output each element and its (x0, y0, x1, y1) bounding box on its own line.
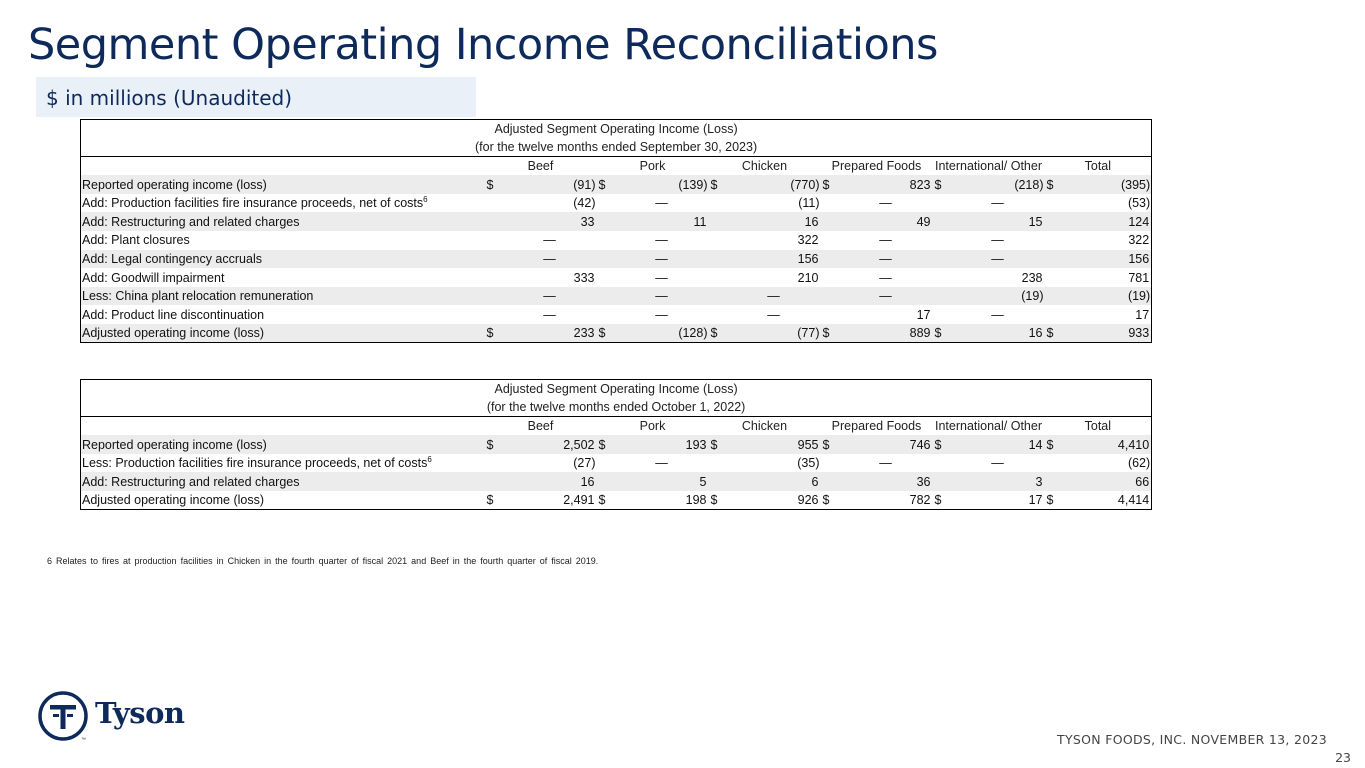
value-cell: — (879, 233, 892, 248)
currency-symbol: $ (709, 491, 725, 510)
column-header: Chicken (741, 418, 788, 433)
value-cell: 2,502 (501, 435, 597, 454)
row-label: Less: China plant relocation remuneration (81, 287, 485, 306)
value-cell: (11) (798, 196, 820, 211)
currency-symbol (821, 268, 837, 287)
currency-symbol (1045, 250, 1061, 269)
currency-symbol (821, 305, 837, 324)
currency-symbol: $ (1045, 324, 1061, 343)
currency-symbol (485, 231, 501, 250)
footnote-marker: 6 (427, 455, 432, 465)
currency-symbol (1045, 212, 1061, 231)
value-cell: 198 (613, 491, 709, 510)
value-cell: — (613, 250, 709, 269)
currency-symbol (709, 454, 725, 473)
value-cell: — (655, 270, 668, 285)
currency-symbol (597, 472, 613, 491)
value-cell: 36 (837, 472, 933, 491)
currency-symbol: $ (597, 324, 613, 343)
reconciliation-table-fy2022 (80, 379, 1152, 510)
value-cell: 66 (1061, 472, 1152, 491)
value-cell: 17 (1061, 305, 1152, 324)
value-cell: — (655, 233, 668, 248)
currency-symbol: $ (1045, 435, 1061, 454)
currency-symbol (485, 268, 501, 287)
table-row (81, 305, 1152, 324)
value-cell: (218) (949, 175, 1045, 194)
currency-symbol (709, 250, 725, 269)
page-title: Segment Operating Income Reconciliations (28, 20, 938, 70)
tyson-logo (37, 690, 187, 742)
row-label: Add: Restructuring and related charges (81, 212, 485, 231)
value-cell: (128) (613, 324, 709, 343)
currency-symbol (485, 250, 501, 269)
column-header: Beef (527, 418, 554, 433)
value-cell: 238 (1021, 270, 1043, 285)
value-cell: (27) (573, 456, 596, 471)
subtitle-box (36, 77, 476, 117)
currency-symbol: $ (933, 491, 949, 510)
currency-symbol: $ (709, 324, 725, 343)
tyson-seal-icon (37, 690, 89, 742)
currency-symbol (597, 268, 613, 287)
value-cell: 156 (725, 250, 821, 269)
currency-symbol: $ (1045, 491, 1061, 510)
value-cell: (42) (573, 196, 596, 211)
value-cell: (77) (725, 324, 821, 343)
column-header: Pork (639, 158, 666, 173)
currency-symbol (1045, 287, 1061, 306)
currency-symbol (933, 212, 949, 231)
value-cell: 233 (501, 324, 597, 343)
currency-symbol (709, 231, 725, 250)
column-header: International/ Other (934, 418, 1042, 433)
table-period: (for the twelve months ended September 30, 2023) (81, 138, 1152, 157)
currency-symbol: $ (821, 491, 837, 510)
value-cell: 15 (949, 212, 1045, 231)
value-cell: — (991, 456, 1004, 471)
column-header: Beef (527, 158, 554, 173)
table-title: Adjusted Segment Operating Income (Loss) (81, 380, 1152, 399)
currency-symbol (597, 231, 613, 250)
value-cell: — (655, 307, 668, 322)
value-cell: 11 (613, 212, 709, 231)
row-label: Add: Plant closures (81, 231, 485, 250)
value-cell: 17 (916, 307, 931, 322)
table-row (81, 175, 1152, 194)
column-header: Total (1045, 157, 1152, 176)
currency-symbol: $ (485, 435, 501, 454)
currency-symbol (485, 305, 501, 324)
currency-symbol (821, 212, 837, 231)
value-cell: 16 (725, 212, 821, 231)
table-row (81, 435, 1152, 454)
currency-symbol (821, 231, 837, 250)
currency-symbol: $ (709, 175, 725, 194)
table-row (81, 268, 1152, 287)
value-cell: (53) (1061, 194, 1152, 213)
value-cell: — (879, 196, 892, 211)
currency-symbol (709, 472, 725, 491)
currency-symbol (709, 212, 725, 231)
currency-symbol (933, 472, 949, 491)
value-cell: 5 (613, 472, 709, 491)
value-cell: — (991, 307, 1004, 322)
currency-symbol (821, 287, 837, 306)
value-cell: 17 (949, 491, 1045, 510)
value-cell: — (879, 270, 892, 285)
value-cell: — (655, 196, 668, 211)
table-row (81, 472, 1152, 491)
currency-symbol: $ (597, 175, 613, 194)
table-row (81, 212, 1152, 231)
value-cell: — (767, 307, 780, 322)
currency-symbol (1045, 454, 1061, 473)
currency-symbol: $ (709, 435, 725, 454)
reconciliation-table-fy2023 (80, 119, 1152, 343)
value-cell: 33 (501, 212, 597, 231)
currency-symbol: $ (933, 324, 949, 343)
subtitle: $ in millions (Unaudited) (46, 86, 293, 110)
table-row (81, 324, 1152, 343)
currency-symbol: $ (821, 324, 837, 343)
footnote-marker: 6 (423, 195, 428, 205)
value-cell: (395) (1061, 175, 1152, 194)
table-row (81, 194, 1152, 213)
currency-symbol: $ (933, 435, 949, 454)
currency-symbol (821, 472, 837, 491)
value-cell: — (543, 307, 556, 322)
value-cell: — (879, 456, 892, 471)
currency-symbol (597, 194, 613, 213)
value-cell: 4,414 (1061, 491, 1152, 510)
currency-symbol (933, 250, 949, 269)
value-cell: (35) (797, 456, 820, 471)
row-label: Add: Restructuring and related charges (81, 472, 485, 491)
row-label: Add: Goodwill impairment (81, 268, 485, 287)
value-cell: (770) (725, 175, 821, 194)
value-cell: — (613, 287, 709, 306)
value-cell: 782 (837, 491, 933, 510)
currency-symbol (1045, 194, 1061, 213)
currency-symbol (933, 454, 949, 473)
table-row (81, 287, 1152, 306)
column-header: Total (1045, 417, 1152, 436)
currency-symbol (821, 250, 837, 269)
value-cell: 49 (837, 212, 933, 231)
value-cell: — (501, 250, 597, 269)
currency-symbol: $ (485, 491, 501, 510)
value-cell: (91) (501, 175, 597, 194)
value-cell: — (543, 233, 556, 248)
currency-symbol (1045, 268, 1061, 287)
value-cell: 193 (613, 435, 709, 454)
value-cell: — (655, 456, 668, 471)
currency-symbol (709, 194, 725, 213)
currency-symbol (597, 454, 613, 473)
currency-symbol (821, 194, 837, 213)
row-label: Add: Production facilities fire insurance proceeds, net of costs$^6$ (81, 194, 485, 213)
currency-symbol: $ (485, 324, 501, 343)
currency-symbol (1045, 231, 1061, 250)
currency-symbol (709, 268, 725, 287)
currency-symbol (485, 287, 501, 306)
currency-symbol (933, 287, 949, 306)
currency-symbol: $ (933, 175, 949, 194)
value-cell: 3 (949, 472, 1045, 491)
currency-symbol: $ (1045, 175, 1061, 194)
currency-symbol (485, 472, 501, 491)
value-cell: 889 (837, 324, 933, 343)
currency-symbol (821, 454, 837, 473)
header-spacer (81, 157, 485, 176)
row-label: Adjusted operating income (loss) (81, 491, 485, 510)
currency-symbol (597, 305, 613, 324)
value-cell: 926 (725, 491, 821, 510)
value-cell: 322 (1061, 231, 1152, 250)
row-label: Adjusted operating income (loss) (81, 324, 485, 343)
value-cell: 16 (501, 472, 597, 491)
currency-symbol: $ (485, 175, 501, 194)
value-cell: 210 (797, 270, 819, 285)
currency-symbol: $ (821, 435, 837, 454)
currency-symbol (709, 287, 725, 306)
value-cell: 14 (949, 435, 1045, 454)
value-cell: 16 (949, 324, 1045, 343)
value-cell: 746 (837, 435, 933, 454)
company-footer: TYSON FOODS, INC. NOVEMBER 13, 2023 (1057, 732, 1327, 747)
currency-symbol (597, 212, 613, 231)
value-cell: (19) (949, 287, 1045, 306)
table-row (81, 250, 1152, 269)
value-cell: — (837, 287, 933, 306)
value-cell: 124 (1061, 212, 1152, 231)
currency-symbol (485, 194, 501, 213)
row-label: Add: Legal contingency accruals (81, 250, 485, 269)
value-cell: 823 (837, 175, 933, 194)
currency-symbol (933, 268, 949, 287)
table-period: (for the twelve months ended October 1, 2022) (81, 398, 1152, 417)
column-header: Chicken (741, 158, 788, 173)
currency-symbol (1045, 305, 1061, 324)
value-cell: 2,491 (501, 491, 597, 510)
currency-symbol (597, 287, 613, 306)
footnote: 6 Relates to fires at production facilities in Chicken in the fourth quarter of fiscal 2021 and Beef in the fourth quarter of fiscal 2019. (47, 556, 599, 566)
value-cell: (19) (1061, 287, 1152, 306)
currency-symbol (709, 305, 725, 324)
currency-symbol (1045, 472, 1061, 491)
value-cell: 933 (1061, 324, 1152, 343)
trademark-mark: ™ (81, 737, 86, 743)
currency-symbol: $ (821, 175, 837, 194)
value-cell: — (725, 287, 821, 306)
value-cell: 781 (1061, 268, 1152, 287)
row-label: Add: Product line discontinuation (81, 305, 485, 324)
value-cell: — (837, 250, 933, 269)
table-row (81, 454, 1152, 473)
currency-symbol (933, 231, 949, 250)
currency-symbol (933, 305, 949, 324)
column-header: Prepared Foods (831, 158, 922, 173)
currency-symbol (597, 250, 613, 269)
currency-symbol (933, 194, 949, 213)
value-cell: — (991, 233, 1004, 248)
currency-symbol (485, 454, 501, 473)
column-header: Prepared Foods (831, 418, 922, 433)
row-label: Reported operating income (loss) (81, 175, 485, 194)
currency-symbol: $ (597, 435, 613, 454)
row-label: Reported operating income (loss) (81, 435, 485, 454)
value-cell: 4,410 (1061, 435, 1152, 454)
table-row (81, 491, 1152, 510)
currency-symbol: $ (597, 491, 613, 510)
page-number: 23 (1335, 750, 1351, 765)
value-cell: — (949, 250, 1045, 269)
header-spacer (81, 417, 485, 436)
column-header: International/ Other (934, 158, 1042, 173)
value-cell: — (991, 196, 1004, 211)
value-cell: (139) (613, 175, 709, 194)
row-label: Less: Production facilities fire insurance proceeds, net of costs$^6$ (81, 454, 485, 473)
value-cell: — (501, 287, 597, 306)
logo-wordmark: Tyson (95, 696, 185, 730)
table-row (81, 231, 1152, 250)
value-cell: 322 (797, 233, 819, 248)
value-cell: 955 (725, 435, 821, 454)
value-cell: 6 (725, 472, 821, 491)
value-cell: 333 (573, 270, 595, 285)
column-header: Pork (639, 418, 666, 433)
value-cell: (62) (1061, 454, 1152, 473)
currency-symbol (485, 212, 501, 231)
table-title: Adjusted Segment Operating Income (Loss) (81, 120, 1152, 139)
value-cell: 156 (1061, 250, 1152, 269)
